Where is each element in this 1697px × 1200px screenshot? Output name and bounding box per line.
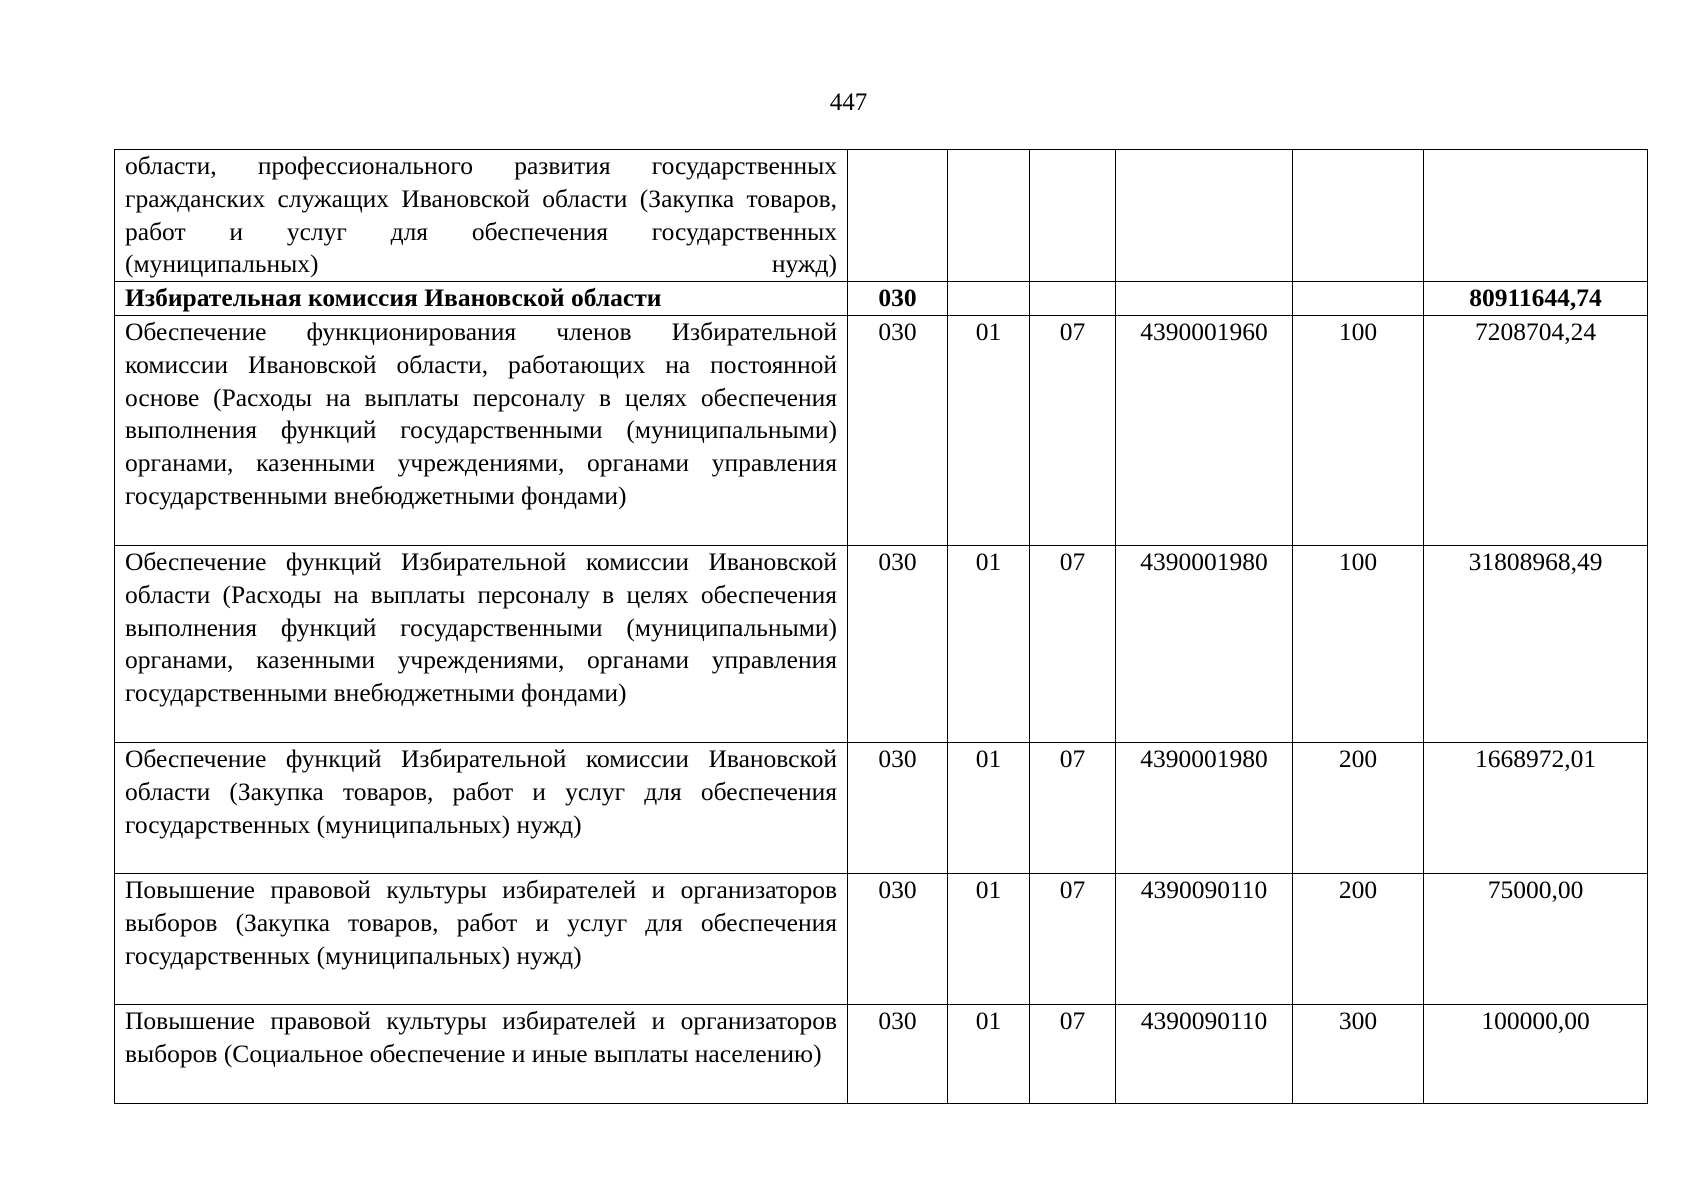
section-code: 01 [948,1004,1030,1103]
expense-type-code: 200 [1293,742,1424,873]
subsection-code: 07 [1030,315,1116,545]
table-row [115,150,1648,282]
ministry-code: 030 [848,742,948,873]
target-article-code: 4390090110 [1116,873,1293,1004]
table-row [115,1004,1648,1103]
expense-type-code [1293,282,1424,316]
target-article-code: 4390001980 [1116,545,1293,742]
expense-type-code [1293,150,1424,282]
amount: 1668972,01 [1424,742,1648,873]
row-description: Повышение правовой культуры избирателей и организаторов выборов (Закупка товаров, работ и услуг для обеспечения государственных (муниципальных) нужд) [115,873,848,1004]
expense-type-code: 200 [1293,873,1424,1004]
subsection-code: 07 [1030,873,1116,1004]
amount: 75000,00 [1424,873,1648,1004]
section-code: 01 [948,742,1030,873]
ministry-code: 030 [848,315,948,545]
row-description: Обеспечение функционирования членов Избирательной комиссии Ивановской области, работающих на постоянной основе (Расходы на выплаты персоналу в целях обеспечения выполнения функций государственными (муниципальными) органами, казенными учреждениями, органами управления государственными внебюджетными фондами) [115,315,848,545]
page-number: 447 [829,89,868,116]
section-code: 01 [948,315,1030,545]
subsection-code [1030,282,1116,316]
section-code: 01 [948,873,1030,1004]
subsection-code: 07 [1030,742,1116,873]
table-row [115,742,1648,873]
row-description: Избирательная комиссия Ивановской области [115,282,848,316]
target-article-code [1116,150,1293,282]
subsection-code [1030,150,1116,282]
expense-type-code: 100 [1293,545,1424,742]
ministry-code: 030 [848,1004,948,1103]
section-code [948,150,1030,282]
amount: 7208704,24 [1424,315,1648,545]
row-description: Обеспечение функций Избирательной комиссии Ивановской области (Расходы на выплаты персоналу в целях обеспечения выполнения функций государственными (муниципальными) органами, казенными учреждениями, органами управления государственными внебюджетными фондами) [115,545,848,742]
section-code [948,282,1030,316]
target-article-code: 4390001960 [1116,315,1293,545]
row-description: области, профессионального развития государственных гражданских служащих Ивановской области (Закупка товаров, работ и услуг для обеспечения государственных (муниципальных) нужд) [115,150,848,282]
section-code: 01 [948,545,1030,742]
table-row [115,545,1648,742]
row-description: Повышение правовой культуры избирателей и организаторов выборов (Социальное обеспечение и иные выплаты населению) [115,1004,848,1103]
amount: 80911644,74 [1424,282,1648,316]
budget-table [114,149,1648,1104]
subsection-code: 07 [1030,1004,1116,1103]
amount [1424,150,1648,282]
ministry-code: 030 [848,282,948,316]
ministry-code [848,150,948,282]
row-description: Обеспечение функций Избирательной комиссии Ивановской области (Закупка товаров, работ и услуг для обеспечения государственных (муниципальных) нужд) [115,742,848,873]
target-article-code: 4390090110 [1116,1004,1293,1103]
amount: 31808968,49 [1424,545,1648,742]
ministry-code: 030 [848,873,948,1004]
table-row [115,873,1648,1004]
target-article-code: 4390001980 [1116,742,1293,873]
target-article-code [1116,282,1293,316]
amount: 100000,00 [1424,1004,1648,1103]
expense-type-code: 300 [1293,1004,1424,1103]
table-row [115,282,1648,316]
subsection-code: 07 [1030,545,1116,742]
expense-type-code: 100 [1293,315,1424,545]
ministry-code: 030 [848,545,948,742]
table-row [115,315,1648,545]
